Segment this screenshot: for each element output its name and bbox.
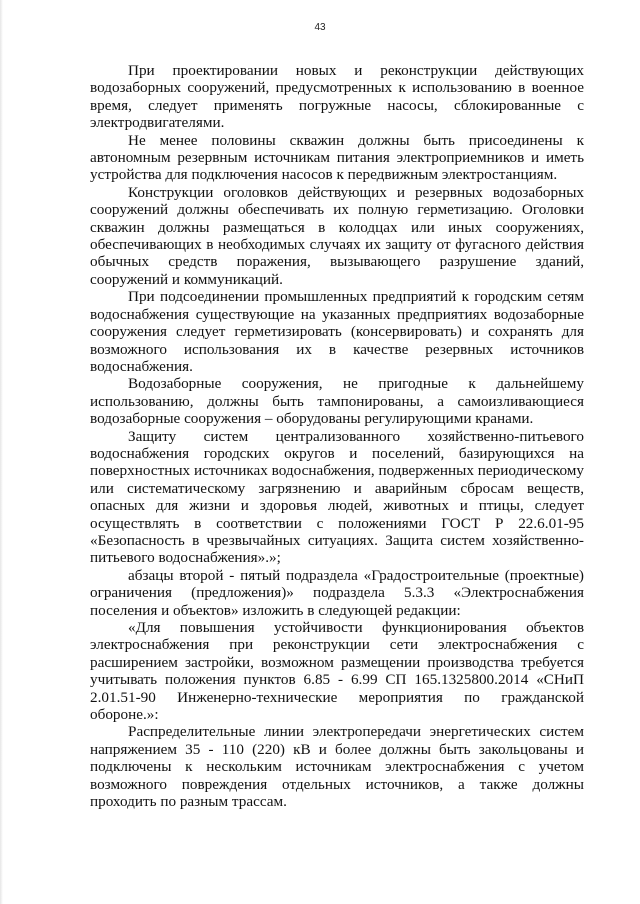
paragraph: Защиту систем централизованного хозяйственно-питьевого водоснабжения городских округов и поселений, базирующихся на поверхностных источниках водоснабжения, подверженных периодическому или систематическому загрязнению и аварийным сбросам веществ, опасных для жизни и здоровья людей, животных и птицы, следует осуществлять в соответствии с положениями ГОСТ Р 22.6.01-95 «Безопасность в чрезвычайных ситуациях. Защита систем хозяйственно-питьевого водоснабжения».»; bbox=[90, 427, 584, 567]
scan-edge bbox=[0, 0, 3, 904]
paragraph: Конструкции оголовков действующих и резервных водозаборных сооружений должны обеспечивать их полную герметизацию. Оголовки скважин должны размещаться в колодцах или иных сооружениях, обеспечивающих в необходимых случаях их защиту от фугасного действия обычных средств поражения, вызывающего разрушение зданий, сооружений и коммуникаций. bbox=[90, 183, 584, 288]
paragraph: При подсоединении промышленных предприятий к городским сетям водоснабжения существующие на указанных предприятиях водозаборные сооружения следует герметизировать (консервировать) и сохранять для возможного использования их в качестве резервных источников водоснабжения. bbox=[90, 288, 584, 375]
paragraph: абзацы второй - пятый подраздела «Градостроительные (проектные) ограничения (предложения)» подраздела 5.3.3 «Электроснабжения поселения и объектов» изложить в следующей редакции: bbox=[90, 566, 584, 619]
paragraph: Водозаборные сооружения, не пригодные к дальнейшему использованию, должны быть тампонированы, а самоизливающиеся водозаборные сооружения – оборудованы регулирующими кранами. bbox=[90, 375, 584, 428]
paragraph: Распределительные линии электропередачи энергетических систем напряжением 35 - 110 (220) кВ и более должны быть закольцованы и подключены к нескольким источникам электроснабжения с учетом возможного повреждения отдельных источников, а также должны проходить по разным трассам. bbox=[90, 723, 584, 811]
page-number: 43 bbox=[314, 22, 326, 33]
paragraph: «Для повышения устойчивости функционирования объектов электроснабжения при реконструкции сети электроснабжения с расширением застройки, возможном размещении производства требуется учитывать положения пунктов 6.85 - 6.99 СП 165.1325800.2014 «СНиП 2.01.51-90 Инженерно-технические мероприятия по гражданской обороне.»: bbox=[90, 619, 584, 724]
paragraph: Не менее половины скважин должны быть присоединены к автономным резервным источникам питания электроприемников и иметь устройства для подключения насосов к передвижным электростанциям. bbox=[90, 131, 584, 184]
paragraph: При проектировании новых и реконструкции действующих водозаборных сооружений, предусмотренных к использованию в военное время, следует применять погружные насосы, сблокированные с электродвигателями. bbox=[90, 62, 584, 132]
document-body bbox=[90, 62, 584, 810]
